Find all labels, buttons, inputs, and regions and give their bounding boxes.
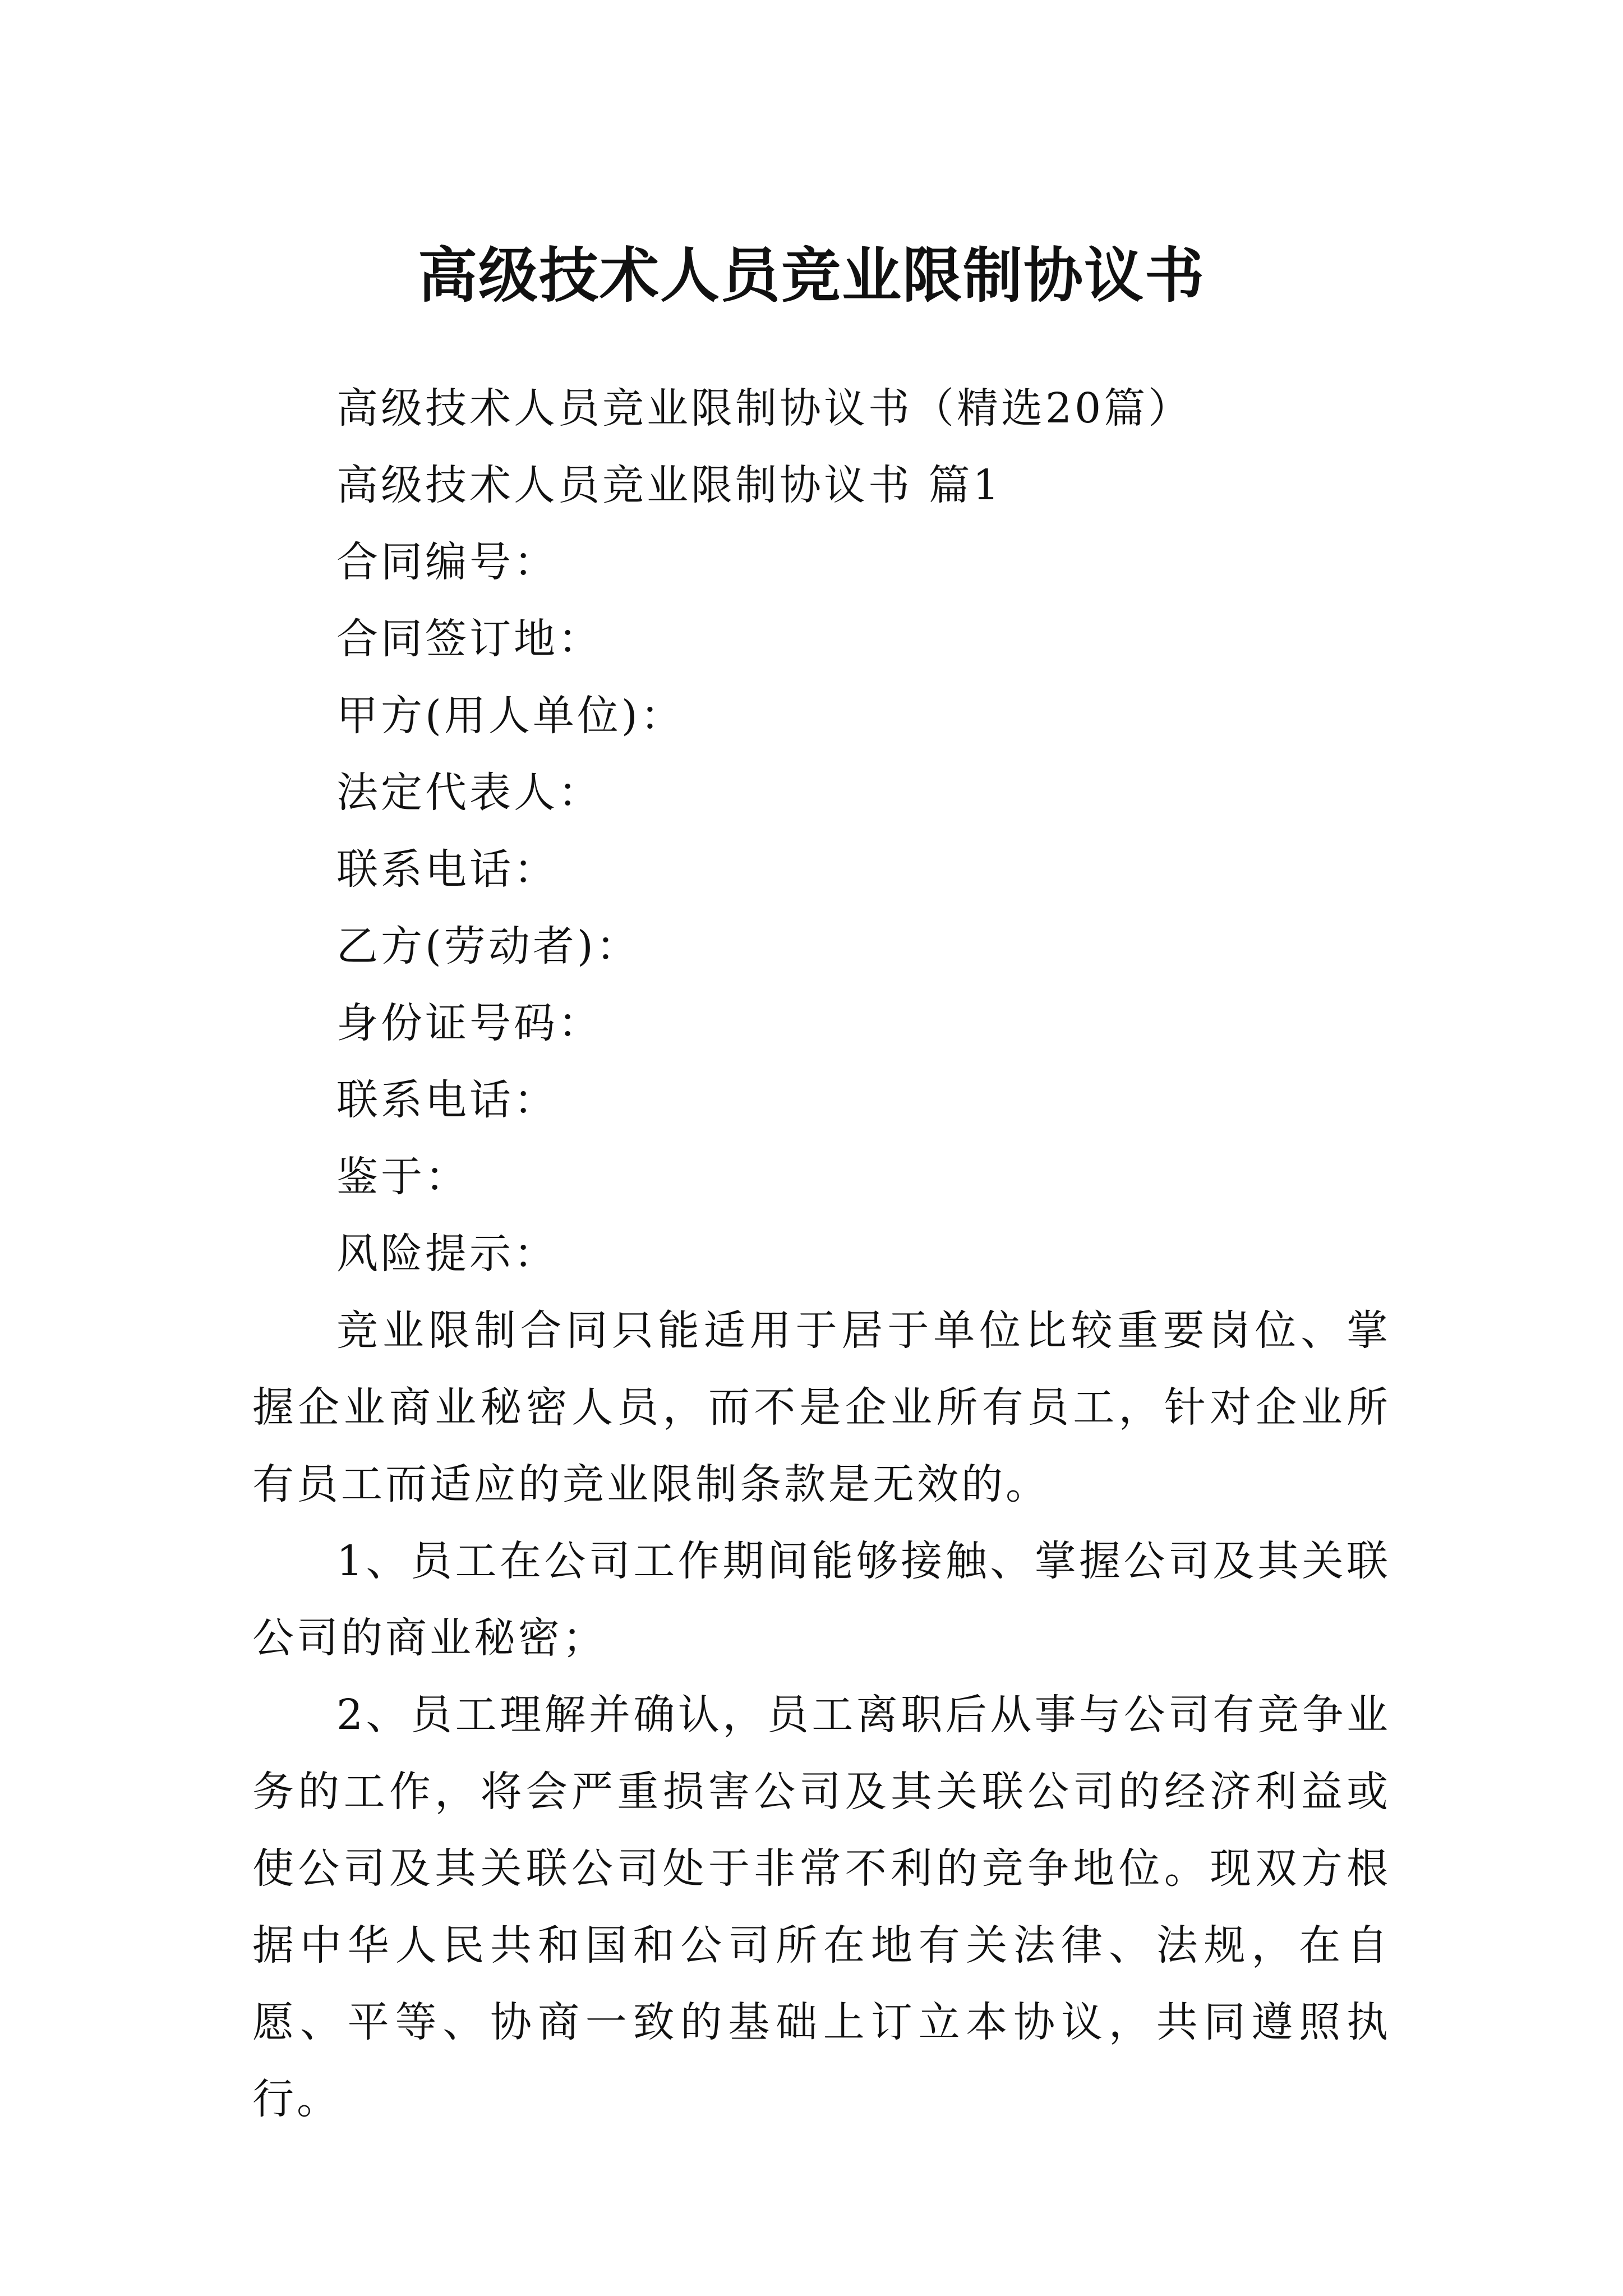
party-b-phone-field: 联系电话： — [336, 1076, 558, 1124]
party-a-phone-field: 联系电话： — [336, 845, 558, 894]
party-b-field: 乙方(劳动者)： — [336, 922, 640, 970]
document-body — [252, 370, 1391, 2138]
document-title: 高级技术人员竞业限制协议书 — [418, 240, 1205, 311]
id-number-field: 身份证号码： — [336, 999, 602, 1047]
risk-notice-heading: 风险提示： — [336, 1230, 558, 1278]
section-heading: 高级技术人员竞业限制协议书 篇1 — [336, 461, 1002, 509]
risk-notice-paragraph: 竞业限制合同只能适用于居于单位比较重要岗位、掌握企业商业秘密人员，而不是企业所有员工，针对企业所有员工而适应的竞业限制条款是无效的。 — [252, 1306, 1391, 1508]
clause-1-paragraph: 1、员工在公司工作期间能够接触、掌握公司及其关联公司的商业秘密； — [252, 1537, 1391, 1662]
contract-number-field: 合同编号： — [336, 538, 558, 586]
party-a-field: 甲方(用人单位)： — [336, 692, 685, 740]
signing-place-field: 合同签订地： — [336, 615, 602, 663]
legal-representative-field: 法定代表人： — [336, 769, 602, 817]
subtitle-line: 高级技术人员竞业限制协议书（精选20篇） — [336, 384, 1193, 432]
clause-2-paragraph: 2、员工理解并确认，员工离职后从事与公司有竞争业务的工作，将会严重损害公司及其关联公司的经济利益或使公司及其关联公司处于非常不利的竞争地位。现双方根据中华人民共和国和公司所在地有关法律、法规，在自愿、平等、协商一致的基础上订立本协议，共同遵照执行。 — [252, 1691, 1391, 2123]
whereas-heading: 鉴于： — [336, 1153, 469, 1201]
